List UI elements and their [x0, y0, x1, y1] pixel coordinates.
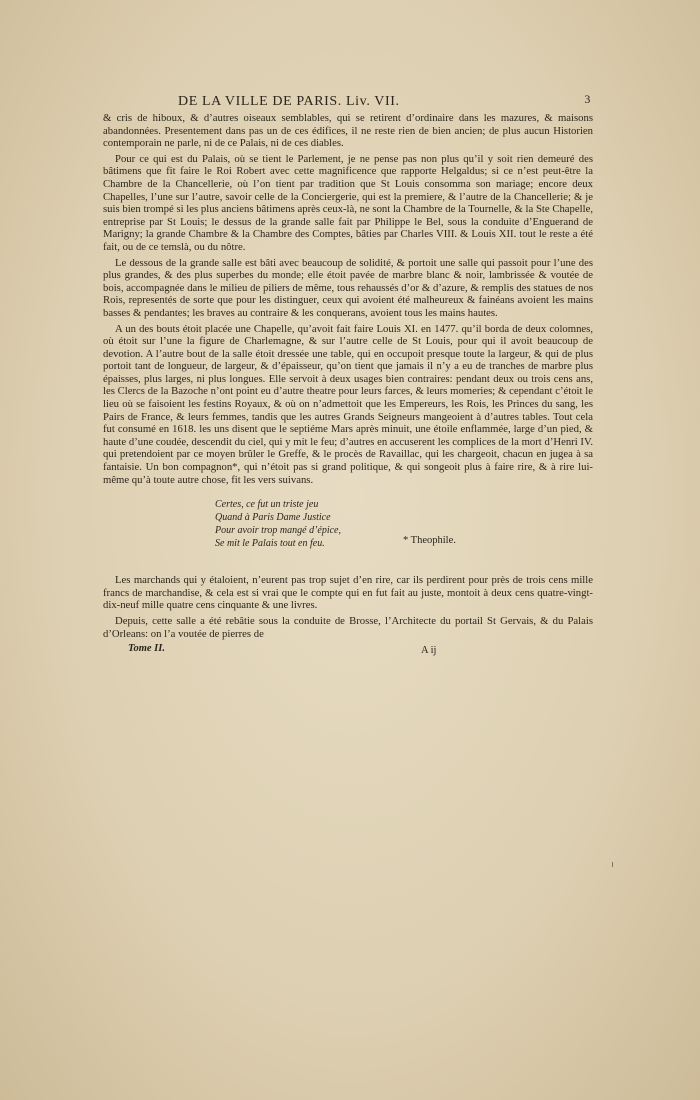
margin-mark	[612, 862, 613, 867]
paragraph-4: A un des bouts étoit placée une Chapelle, qu’avoit fait faire Louis XI. en 1477. qu’il borda de deux colomnes, où étoit sur l’une la figure de Charlemagne, & sur l’autre celle de St Louis, pour qui il avoit beaucoup de devotion. A l’autre bout de la salle étoit dressée une table, qui en occupoit presque toute la largeur, & qui de plus portoit tant de longueur, de largeur, & d’épaisseur, qu’on tient que jamais il n’y a eu de tranches de marbre plus épaisses, plus larges, ni plus longues. Elle servoit à deux usages bien contraires: pendant deux ou trois cens ans, les Clercs de la Bazoche n’ont point eu d’autre theatre pour leurs farces, & leurs momeries; & cependant c’étoit le lieu où se faisoient les festins Royaux, & où on n’admettoit que les Empereurs, les Rois, les Princes du sang, les Pairs de France, & leurs femmes, tandis que les autres Grands Seigneurs mangeoient à d’autres tables. Tout cela fut consumé en 1618. les uns disent que le septiéme Mars après minuit, une étoile enflammée, large d’un pied, & haute d’une coudée, descendit du ciel, qui y mit le feu; d’autres en accuserent les complices de la mort d’Henri IV. qui pretendoient par ce moyen brûler le Greffe, & le procès de Ravaillac, qui les chargeoit, chacun en jugea à sa fantaisie. Un bon compagnon*, qui n’étoit pas si grand politique, & qui songeoit plus à faire rire, & à rire lui-même qu’à toute autre chose, fit les vers suivans.	[103, 322, 593, 486]
verse	[215, 498, 341, 550]
text-block	[103, 92, 593, 661]
paragraph-5: Les marchands qui y étaloient, n’eurent pas trop sujet d’en rire, car ils perdirent pour près de trois cens mille francs de marchandise, & cela est si vrai que le compte qui en fut fait au juste, montoit à deux cens quatre-vingt-dix-neuf mille quatre cens cinquante & une livres.	[103, 574, 593, 612]
volume-label: Tome II.	[128, 643, 165, 655]
verse-block	[103, 498, 593, 566]
verse-line-1: Certes, ce fut un triste jeu	[215, 499, 319, 511]
paragraph-1: & cris de hiboux, & d’autres oiseaux semblables, qui se retirent d’ordinaire dans les mazures, & maisons abandonnées. Presentement dans pas un de ces édifices, il ne reste rien de bien ancien; de plus aucun Historien contemporain ne parle, ni de ce Palais, ni de ces diables.	[103, 112, 593, 150]
verse-line-2: Quand à Paris Dame Justice	[215, 512, 331, 524]
paragraph-3: Le dessous de la grande salle est bâti avec beaucoup de solidité, & portoit une salle qui passoit pour l’une des plus grandes, & des plus superbes du monde; elle étoit pavée de marbre blanc & noir, lambrissée & voutée de bois, accompagnée dans le milieu de piliers de même, tous rehaussés d’or & d’azure, & remplis des statues de nos Rois, representés de sorte que pour les distinguer, ceux qui avoient été malheureux & fainéans avoient les mains basses & pendantes; les braves au contraire & les conquerans, avoient tous les mains hautes.	[103, 256, 593, 319]
verse-line-4: Se mit le Palais tout en feu.	[215, 538, 325, 550]
verse-note: * Theophile.	[403, 535, 456, 547]
verse-line-3: Pour avoir trop mangé d’épice,	[215, 525, 341, 537]
page-number: 3	[584, 92, 591, 106]
signature-mark: A ij	[421, 645, 437, 657]
paragraph-6: Depuis, cette salle a été rebâtie sous la conduite de Brosse, l’Architecte du portail St Gervais, & du Palais d’Orleans: on l’a voutée de pierres de	[103, 615, 593, 640]
running-title: DE LA VILLE DE PARIS. Liv. VII.	[178, 94, 400, 109]
running-header	[103, 92, 593, 112]
paragraph-2: Pour ce qui est du Palais, où se tient le Parlement, je ne pense pas non plus qu’il y soit rien demeuré des bâtimens que fit faire le Roi Robert avec cette magnificence que rapporte Helgaldus; si ce n’est peut-être la Chambre de la Chancellerie, où l’on tient par tradition que St Louis consomma son mariage; encore deux Chapelles, l’une sur l’autre, savoir celle de la Conciergerie, qui est la premiere, & l’autre de la Chancellerie; & je suis bien trompé si les plus anciens bâtimens après ceux-là, ne sont la Chambre de la Tournelle, & la Ste Chapelle, entreprise par St Louis; le dessus de la grande salle fait par Philippe le Bel, sous la conduite d’Enguerand de Marigny; la grande Chambre & la Chambre des Comptes, bâties par Charles VIII. & Louis XII. tout le reste a été fait, ou de ce temslà, ou du nôtre.	[103, 152, 593, 253]
page-footer	[103, 643, 593, 661]
